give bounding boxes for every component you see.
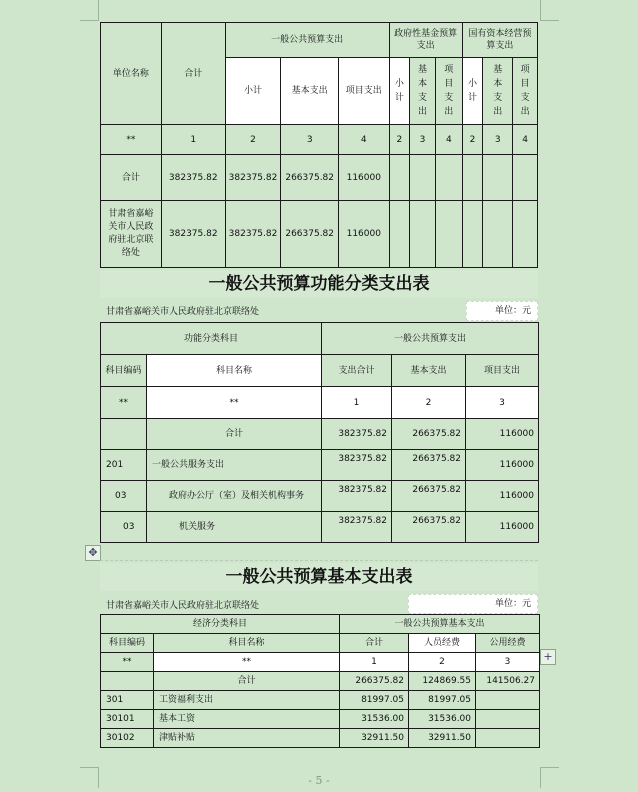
cell-code: 03 <box>101 512 147 543</box>
table-cell: 2 <box>462 125 483 155</box>
col-gen-exp: 一般公共预算支出 <box>322 323 539 355</box>
cell-basic: 266375.82 <box>281 201 339 268</box>
cell-total: 31536.00 <box>340 710 409 729</box>
col-gen-budget: 一般公共预算支出 <box>225 23 389 58</box>
cell-name: 津贴补贴 <box>154 729 340 748</box>
table-cell: 4 <box>339 125 390 155</box>
col-total: 合计 <box>340 634 409 653</box>
cell-project: 116000 <box>466 512 539 543</box>
cell-subtotal: 382375.82 <box>225 201 281 268</box>
func-unit-label: 单位：元 <box>466 301 538 321</box>
cell-name: 政府办公厅（室）及相关机构事务 <box>147 481 322 512</box>
cell-name: 一般公共服务支出 <box>147 450 322 481</box>
func-table-title: 一般公共预算功能分类支出表 <box>100 270 538 298</box>
cell-personnel: 31536.00 <box>409 710 476 729</box>
table-row <box>101 481 539 512</box>
cell-total: 382375.82 <box>322 450 392 481</box>
col-func-subject: 功能分类科目 <box>101 323 322 355</box>
col-code: 科目编码 <box>101 634 154 653</box>
crop-mark-top-right <box>540 0 559 21</box>
col-capital-project: 项目支出 <box>520 65 530 117</box>
cell-personnel: 32911.50 <box>409 729 476 748</box>
basic-table-title: 一般公共预算基本支出表 <box>100 563 538 591</box>
cell-name: 工资福利支出 <box>154 691 340 710</box>
cell-name: 合计 <box>147 419 322 450</box>
col-project: 项目支出 <box>466 355 539 387</box>
table-cell: 3 <box>281 125 339 155</box>
col-basic: 基本支出 <box>281 58 339 125</box>
basic-unit-label: 单位：元 <box>408 594 538 614</box>
table-row <box>101 201 538 268</box>
table-cell: 1 <box>340 653 409 672</box>
table-cell: 1 <box>161 125 225 155</box>
cell-subtotal: 382375.82 <box>225 155 281 201</box>
func-org-name: 甘肃省嘉峪关市人民政府驻北京联络处 <box>106 307 260 317</box>
cell-public <box>476 729 540 748</box>
cell-code: 301 <box>101 691 154 710</box>
cell-project: 116000 <box>339 155 390 201</box>
table-row <box>101 710 540 729</box>
table-row <box>101 450 539 481</box>
col-fund-project: 项目支出 <box>444 65 454 117</box>
table-row <box>101 419 539 450</box>
cell-total: 382375.82 <box>322 481 392 512</box>
section-separator <box>100 560 538 561</box>
table-cell: 2 <box>389 125 410 155</box>
row-name: 合计 <box>101 155 162 201</box>
col-unit-name: 单位名称 <box>101 23 162 125</box>
cell-code: 03 <box>101 481 147 512</box>
col-state-capital: 国有资本经营预算支出 <box>462 23 537 58</box>
col-gen-basic: 一般公共预算基本支出 <box>340 615 540 634</box>
col-code: 科目编码 <box>101 355 147 387</box>
col-name: 科目名称 <box>154 634 340 653</box>
cell-total: 382375.82 <box>322 512 392 543</box>
col-basic: 基本支出 <box>392 355 466 387</box>
row-name: 甘肃省嘉峪关市人民政府驻北京联络处 <box>101 201 162 268</box>
cell-name: 机关服务 <box>147 512 322 543</box>
cell-public: 141506.27 <box>476 672 540 691</box>
table-cell: 3 <box>476 653 540 672</box>
crop-mark-top-left <box>80 0 99 21</box>
table-row <box>101 512 539 543</box>
table-cell: 2 <box>392 387 466 419</box>
cell-basic: 266375.82 <box>281 155 339 201</box>
cell-personnel: 81997.05 <box>409 691 476 710</box>
index-row <box>101 125 538 155</box>
cell-project: 116000 <box>466 419 539 450</box>
cell-basic: 266375.82 <box>392 450 466 481</box>
index-row <box>101 387 539 419</box>
cell-code <box>101 419 147 450</box>
cell-name: 合计 <box>154 672 340 691</box>
table-cell: ** <box>101 653 154 672</box>
cell-public <box>476 691 540 710</box>
top-budget-table <box>100 22 538 268</box>
cell-code: 30102 <box>101 729 154 748</box>
col-total: 支出合计 <box>322 355 392 387</box>
cell-basic: 266375.82 <box>392 512 466 543</box>
basic-org-name: 甘肃省嘉峪关市人民政府驻北京联络处 <box>106 601 260 611</box>
table-cell: 2 <box>409 653 476 672</box>
table-cell: 3 <box>410 125 436 155</box>
table-cell: ** <box>101 387 147 419</box>
col-public: 公用经费 <box>476 634 540 653</box>
cell-basic: 266375.82 <box>392 481 466 512</box>
cell-code: 30101 <box>101 710 154 729</box>
cell-project: 116000 <box>466 450 539 481</box>
table-cell: 3 <box>466 387 539 419</box>
cell-total: 81997.05 <box>340 691 409 710</box>
table-cell: ** <box>147 387 322 419</box>
table-row <box>101 729 540 748</box>
cell-code <box>101 672 154 691</box>
page-number: - 5 - <box>308 774 330 787</box>
col-econ-subject: 经济分类科目 <box>101 615 340 634</box>
table-cell: 4 <box>513 125 538 155</box>
cell-project: 116000 <box>466 481 539 512</box>
cell-total: 266375.82 <box>340 672 409 691</box>
cell-code: 201 <box>101 450 147 481</box>
col-capital-basic: 基本支出 <box>493 65 503 117</box>
table-cell: ** <box>154 653 340 672</box>
cell-total: 382375.82 <box>161 155 225 201</box>
add-row-icon[interactable]: + <box>540 649 556 665</box>
table-row <box>101 672 540 691</box>
table-cell: 4 <box>435 125 462 155</box>
index-row <box>101 653 540 672</box>
cell-project: 116000 <box>339 201 390 268</box>
basic-exp-table <box>100 614 540 748</box>
cell-total: 382375.82 <box>322 419 392 450</box>
cell-basic: 266375.82 <box>392 419 466 450</box>
move-handle-icon[interactable]: ✥ <box>85 545 101 561</box>
table-cell: ** <box>101 125 162 155</box>
cell-public <box>476 710 540 729</box>
col-total: 合计 <box>161 23 225 125</box>
table-cell: 3 <box>483 125 513 155</box>
col-subtotal: 小计 <box>225 58 281 125</box>
cell-name: 基本工资 <box>154 710 340 729</box>
table-row <box>101 691 540 710</box>
col-personnel: 人员经费 <box>409 634 476 653</box>
col-fund-subtotal: 小计 <box>394 79 404 103</box>
col-name: 科目名称 <box>147 355 322 387</box>
table-cell: 1 <box>322 387 392 419</box>
col-gov-fund: 政府性基金预算支出 <box>389 23 462 58</box>
col-fund-basic: 基本支出 <box>418 65 428 117</box>
col-capital-subtotal: 小计 <box>467 79 477 103</box>
table-cell: 2 <box>225 125 281 155</box>
cell-personnel: 124869.55 <box>409 672 476 691</box>
table-row <box>101 155 538 201</box>
cell-total: 32911.50 <box>340 729 409 748</box>
col-project: 项目支出 <box>339 58 390 125</box>
func-class-table <box>100 322 539 543</box>
cell-total: 382375.82 <box>161 201 225 268</box>
